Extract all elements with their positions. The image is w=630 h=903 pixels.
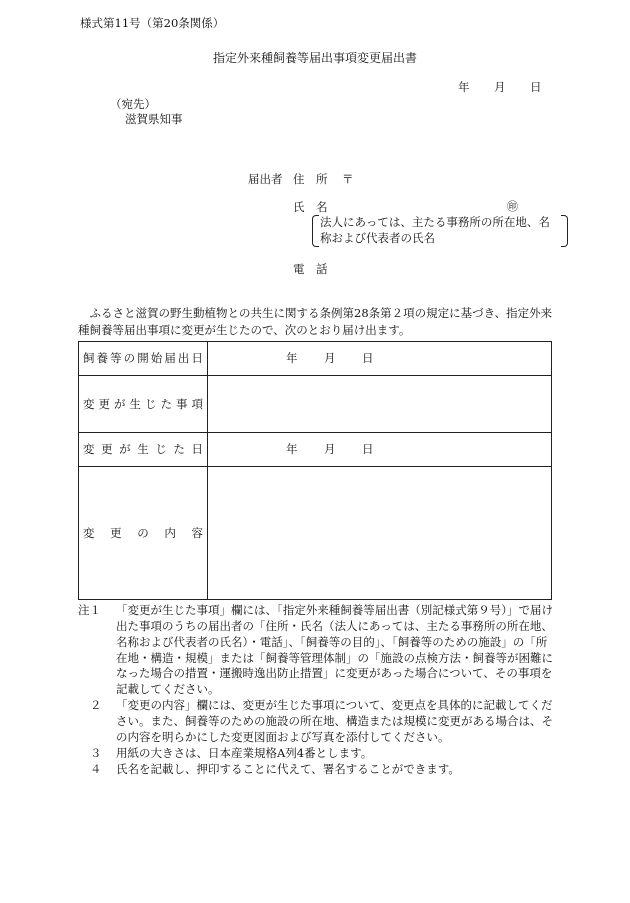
- table-row: [79, 376, 552, 433]
- row-value-start-date[interactable]: [208, 342, 552, 376]
- date-day: 日: [530, 80, 542, 94]
- row-value-change-date[interactable]: [208, 433, 552, 467]
- value-year: 年: [286, 442, 298, 457]
- date-year: 年: [458, 80, 470, 94]
- seal-mark: ㊞: [507, 200, 518, 213]
- corporation-note-text: 法人にあっては、主たる事務所の所在地、名称および代表者の氏名: [320, 215, 550, 245]
- date-line: [458, 80, 542, 95]
- notifier-label: 届出者: [248, 172, 283, 186]
- value-month: 月: [324, 442, 336, 457]
- row-value-change-content[interactable]: [208, 467, 552, 600]
- row-label-changed-item: 変更が生じた事項: [79, 376, 208, 433]
- note-text: 「変更が生じた事項」欄には、「指定外来種飼養等届出書（別記様式第９号）」で届け出た事項のうちの届出者の「住所・氏名（法人にあっては、主たる事務所の所在地、名称および代表者の氏名）・電話」、「飼養等の目的」、「飼養等のための施設」の「所在地・構造・規模」または「飼養等管理体制」の「施設の点検方法・飼養等が困難になった場合の措置・運搬時逸出防止措置」に変更があった場合について、その事項を記載してください。: [116, 603, 553, 697]
- addressee-label: （宛先）: [110, 97, 156, 111]
- table-row: [79, 433, 552, 467]
- row-label-change-content: 変更の内容: [79, 467, 208, 600]
- table-row: [79, 467, 552, 600]
- notes: [78, 603, 558, 777]
- address-label: 住 所: [293, 172, 328, 186]
- note-number: ４: [90, 761, 102, 776]
- form-table: [78, 341, 552, 600]
- note-number: ３: [90, 745, 102, 760]
- note-text: 用紙の大きさは、日本産業規格A列4番とします。: [116, 745, 373, 760]
- phone-label: 電 話: [293, 262, 328, 276]
- bracket-left: [312, 215, 319, 247]
- note-text: 氏名を記載し、押印することに代えて、署名することができます。: [116, 761, 460, 776]
- note-text: 「変更の内容」欄には、変更が生じた事項について、変更点を具体的に記載してください。また、飼養等のための施設の所在地、構造または規模に変更がある場合は、その内容を明らかにした変更図面および写真を添付してください。: [116, 698, 553, 744]
- note-item: [78, 603, 558, 698]
- row-label-start-date: 飼養等の開始届出日: [79, 342, 208, 376]
- value-year: 年: [286, 351, 298, 366]
- note-item: [78, 746, 558, 762]
- value-month: 月: [324, 351, 336, 366]
- bracket-right: [561, 215, 568, 247]
- addressee: 滋賀県知事: [125, 112, 183, 126]
- table-row: [79, 342, 552, 376]
- name-label: 氏 名: [293, 200, 328, 214]
- note-item: [78, 698, 558, 746]
- note-number: 注１: [78, 603, 101, 617]
- row-label-change-date: 変更が生じた日: [79, 433, 208, 467]
- row-value-changed-item[interactable]: [208, 376, 552, 433]
- document-title: 指定外来種飼養等届出事項変更届出書: [212, 51, 417, 65]
- value-day: 日: [362, 351, 374, 366]
- form-number: 様式第11号（第20条関係）: [80, 16, 225, 30]
- date-month: 月: [494, 80, 506, 94]
- preamble: ふるさと滋賀の野生動植物との共生に関する条例第28条第２項の規定に基づき、指定外来種飼養等届出事項に変更が生じたので、次のとおり届け出ます。: [78, 306, 553, 337]
- note-number: ２: [90, 698, 102, 713]
- value-day: 日: [362, 442, 374, 457]
- corporation-note: [314, 215, 566, 246]
- postal-mark: 〒: [342, 172, 354, 186]
- note-item: [78, 762, 558, 778]
